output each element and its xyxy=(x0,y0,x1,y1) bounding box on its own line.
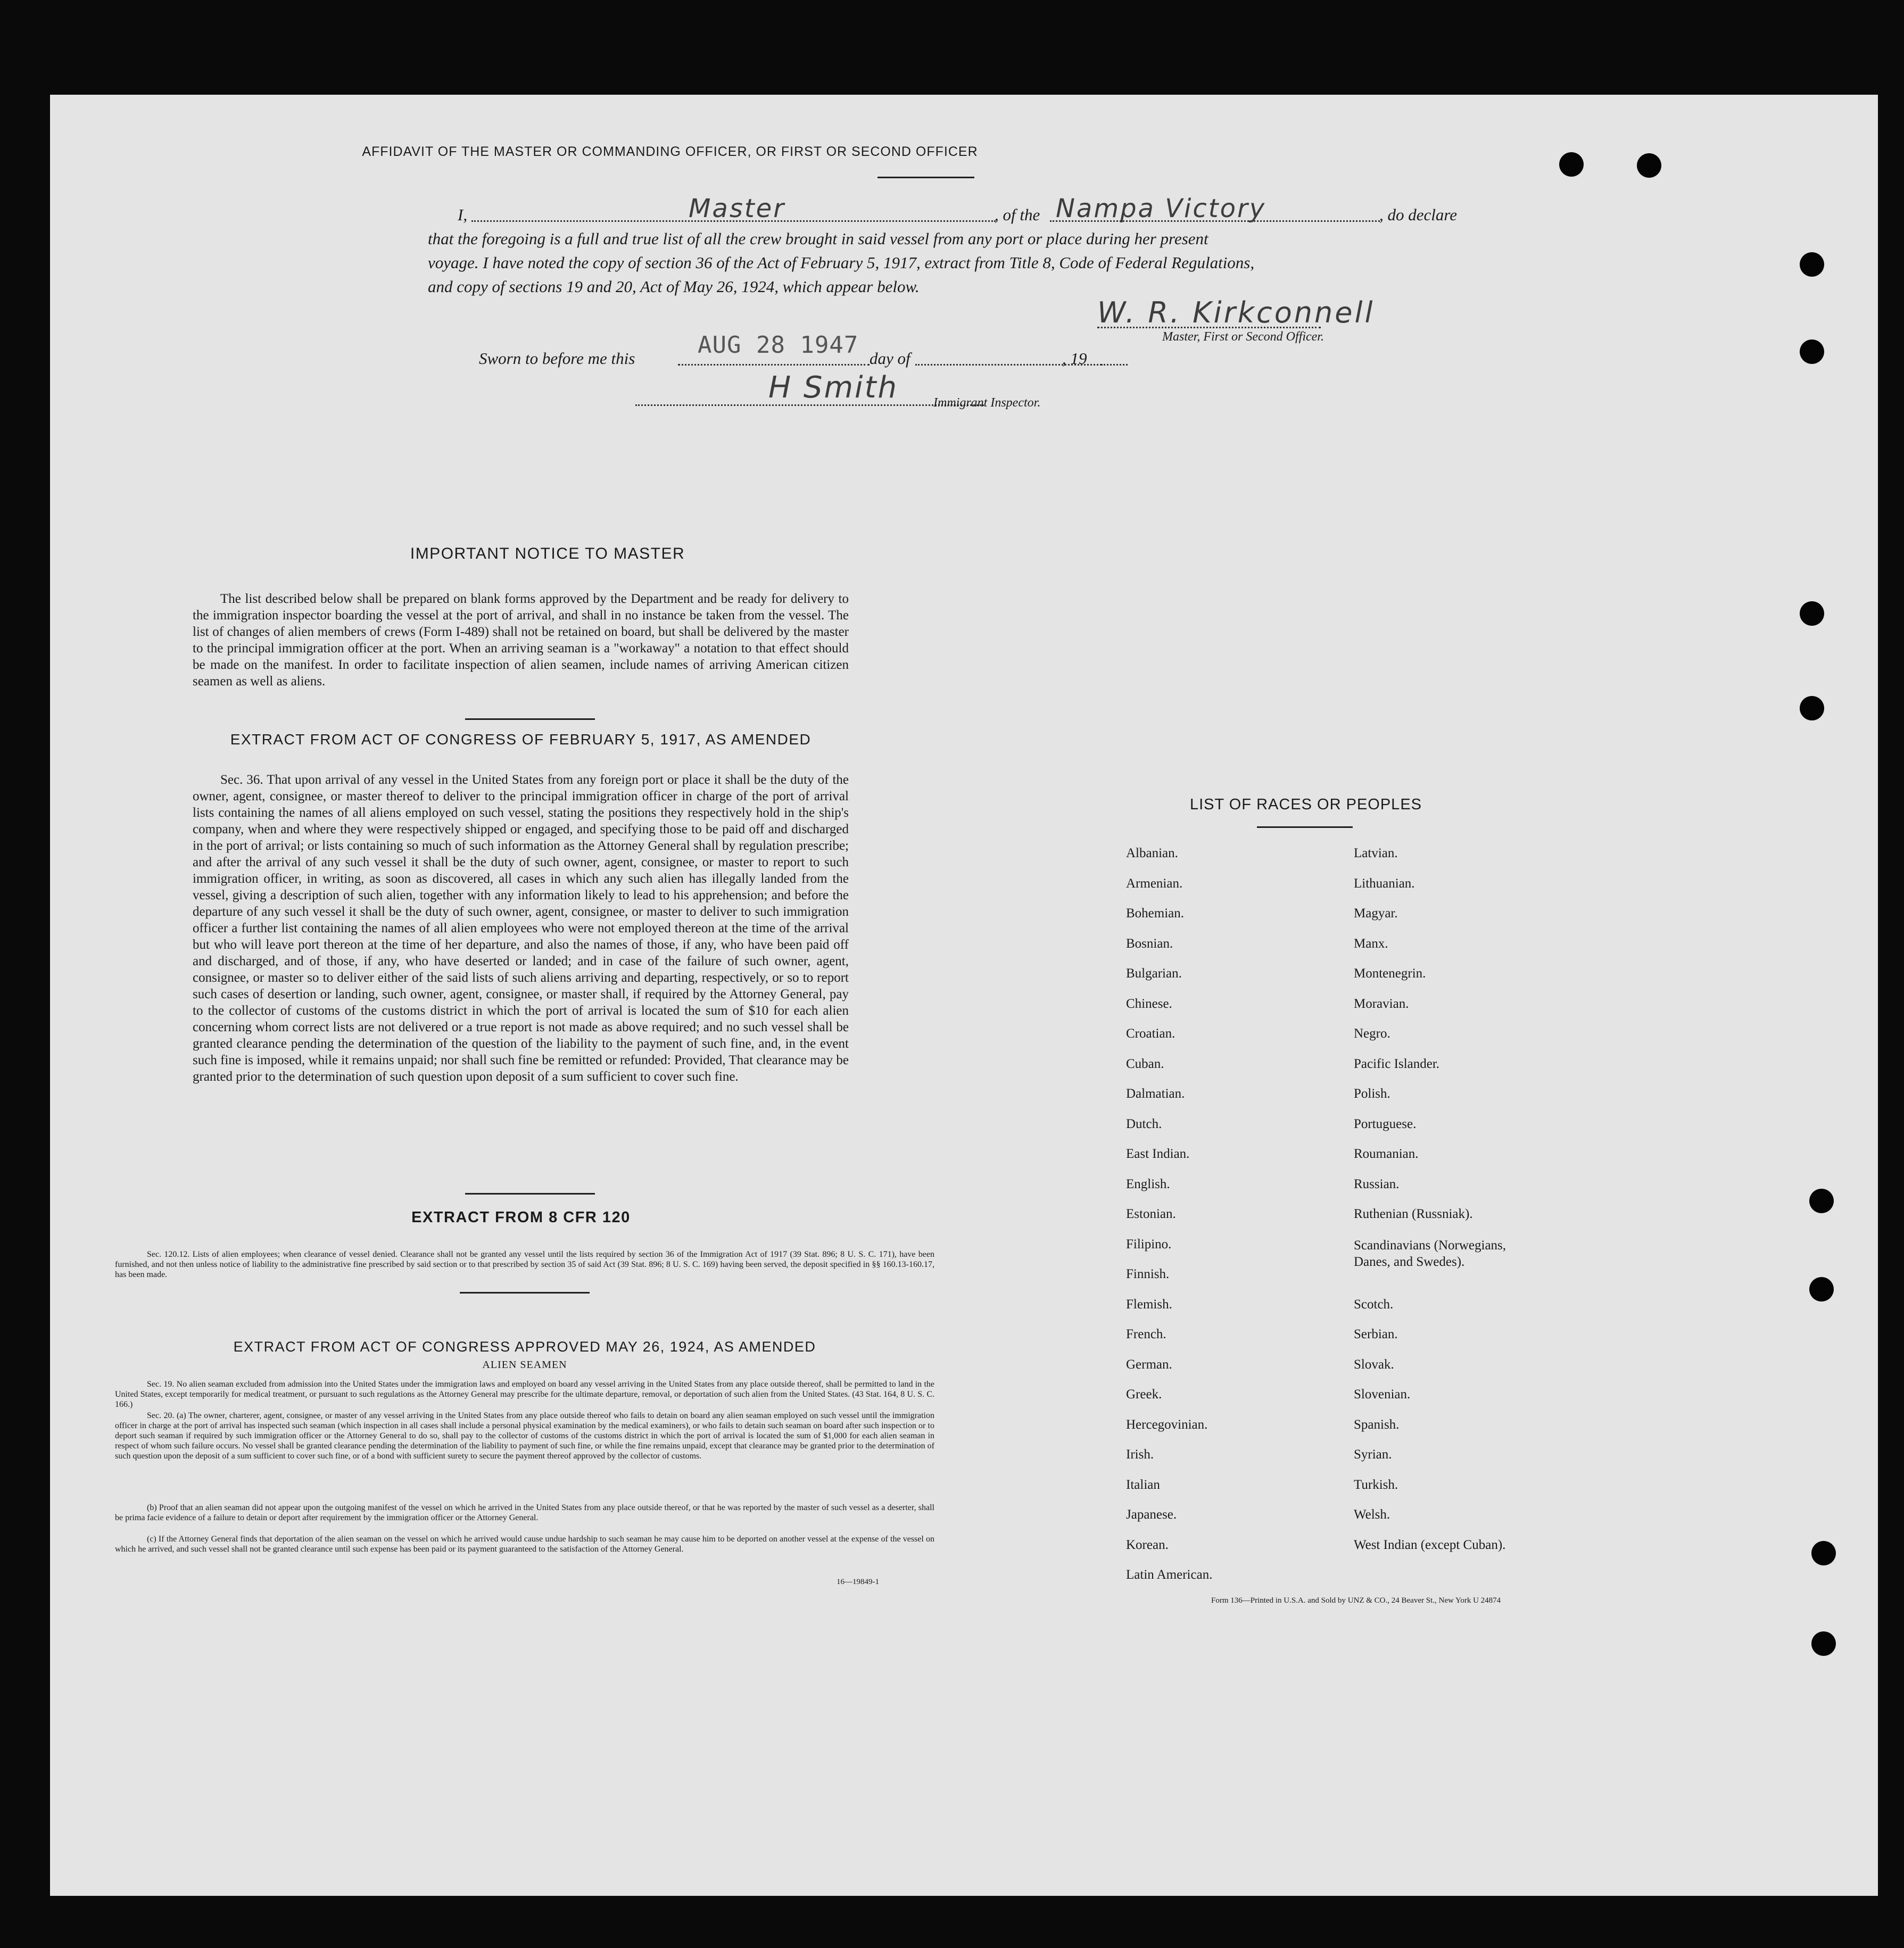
binder-hole xyxy=(1800,601,1824,626)
race-item: Montenegrin. xyxy=(1354,966,1426,981)
race-item: Slovak. xyxy=(1354,1357,1394,1372)
race-item: East Indian. xyxy=(1126,1147,1190,1161)
extract-1917-rule xyxy=(465,1193,595,1195)
race-item: Albanian. xyxy=(1126,846,1178,860)
cfr-rule xyxy=(460,1292,590,1294)
race-item: Cuban. xyxy=(1126,1056,1164,1071)
date-stamp: AUG 28 1947 xyxy=(698,331,859,359)
sworn-label: Sworn to before me this xyxy=(479,349,635,368)
race-item: Bohemian. xyxy=(1126,906,1185,921)
race-item: Syrian. xyxy=(1354,1447,1392,1462)
races-heading: LIST OF RACES OR PEOPLES xyxy=(1189,796,1422,813)
notice-heading: IMPORTANT NOTICE TO MASTER xyxy=(410,545,685,562)
race-item: West Indian (except Cuban). xyxy=(1354,1537,1506,1552)
race-item: Turkish. xyxy=(1354,1477,1398,1492)
binder-hole xyxy=(1637,153,1661,178)
race-item: Filipino. xyxy=(1126,1237,1172,1251)
notice-rule xyxy=(465,718,595,720)
vessel-name-handwritten: Nampa Victory xyxy=(1056,194,1266,223)
race-item: Flemish. xyxy=(1126,1297,1172,1312)
race-item: Spanish. xyxy=(1354,1417,1400,1432)
race-item: Portuguese. xyxy=(1354,1116,1417,1131)
race-item: Serbian. xyxy=(1354,1327,1398,1341)
race-item: Italian xyxy=(1126,1477,1160,1492)
year-label: , 19 xyxy=(1062,349,1087,368)
sworn-date-line xyxy=(678,364,870,366)
race-item: Bulgarian. xyxy=(1126,966,1182,981)
cfr-text: Sec. 120.12. Lists of alien employees; when clearance of vessel denied. Clearance shall not be granted any vessel until the lists required by section 36 of the Immigration Act of 1917 (39 Stat. 896; 8 U. S. C. 171), have been furnished, and not then unless notice of liability to the administrative fine prescribed by said section or to that prescribed by section 35 of said Act (39 Stat. 896; 8 U. S. C. 169) having been served, the deposit specified in §§ 160.13-160.17, has been made. xyxy=(115,1250,934,1279)
race-item: Greek. xyxy=(1126,1387,1162,1402)
binder-hole xyxy=(1800,252,1824,277)
extract-1924-subheading: ALIEN SEAMEN xyxy=(482,1359,567,1371)
extract-1924-sec19: Sec. 19. No alien seaman excluded from admission into the United States under the immigration laws and employed on board any vessel arriving in the United States from any place outside thereof, shall be permitted to land in the United States, except temporarily for medical treatment, or pursuant to such regulations as the Attorney General may prescribe for the ultimate departure, removal, or deportation of such alien from the United States. (43 Stat. 164, 8 U. S. C. 166.) xyxy=(115,1380,934,1409)
race-item: Roumanian. xyxy=(1354,1147,1419,1161)
i-label: I, xyxy=(458,205,468,224)
master-handwritten: Master xyxy=(689,194,785,223)
binder-hole xyxy=(1800,339,1824,364)
races-rule xyxy=(1257,826,1353,828)
race-item: Chinese. xyxy=(1126,996,1172,1011)
printer-footer: Form 136—Printed in U.S.A. and Sold by UNZ & CO., 24 Beaver St., New York U 24874 xyxy=(1211,1596,1501,1605)
race-item: Estonian. xyxy=(1126,1207,1176,1221)
race-item: Dutch. xyxy=(1126,1116,1162,1131)
race-item: Pacific Islander. xyxy=(1354,1056,1440,1071)
race-item: Lithuanian. xyxy=(1354,876,1415,891)
year-line xyxy=(1101,364,1128,366)
race-item: Negro. xyxy=(1354,1026,1390,1041)
binder-hole xyxy=(1809,1189,1834,1213)
inspector-signature: H Smith xyxy=(768,370,899,405)
affidavit-line-4: and copy of sections 19 and 20, Act of May 26, 1924, which appear below. xyxy=(428,277,920,296)
race-item: Moravian. xyxy=(1354,996,1409,1011)
extract-1924-sec20a: Sec. 20. (a) The owner, charterer, agent, consignee, or master of any vessel arriving in the United States from any place outside thereof who fails to detain on board any alien seaman employed on such vessel until the immigration officer in charge at the port of arrival has inspected such seaman (which inspection in all cases shall include a personal physical examination by the medical examiners), or who fails to detain such seaman on board after such inspection or to deport such seaman if required by such immigration officer or the Attorney General to do so, shall pay to the collector of customs of the customs district in which the port of arrival is located the sum of $1,000 for each alien seaman in respect of whom such failure occurs. No vessel shall be granted clearance pending the determination of the liability to payment of such fine, or while the fine remains unpaid, except that clearance may be granted prior to the determination of such question upon the deposit of a sum sufficient to cover such fine, or of a bond with sufficient surety to secure the payment thereof approved by the collector of customs. xyxy=(115,1411,934,1461)
cfr-heading: EXTRACT FROM 8 CFR 120 xyxy=(411,1209,631,1226)
race-item: Croatian. xyxy=(1126,1026,1175,1041)
binder-hole xyxy=(1559,152,1584,177)
master-signature: W. R. Kirkconnell xyxy=(1097,296,1375,329)
extract-1917-heading: EXTRACT FROM ACT OF CONGRESS OF FEBRUARY 5, 1917, AS AMENDED xyxy=(230,731,812,748)
binder-hole xyxy=(1800,696,1824,720)
race-item: Ruthenian (Russniak). xyxy=(1354,1207,1473,1221)
race-item: German. xyxy=(1126,1357,1172,1372)
race-item: Hercegovinian. xyxy=(1126,1417,1208,1432)
extract-1917-text: Sec. 36. That upon arrival of any vessel in the United States from any foreign port or place it shall be the duty of the owner, agent, consignee, or master thereof to deliver to the principal immigration officer in charge of the port of arrival lists containing the names of all aliens employed on such vessel, stating the positions they respectively hold in the ship's company, when and where they were respectively shipped or engaged, and specifying those to be paid off and discharged in the port of arrival; or lists containing so much of such information as the Attorney General shall by regulation prescribe; and after the arrival of any such vessel it shall be the duty of such owner, agent, consignee, or master to report to such immigration officer, in writing, as soon as discovered, all cases in which any such alien has illegally landed from the vessel, giving a description of such alien, together with any information likely to lead to his apprehension; and before the departure of any such vessel it shall be the duty of such owner, agent, consignee, or master to deliver to such immigration officer a further list containing the names of all alien employees who were not employed thereon at the time of the arrival but who will leave port thereon at the time of her departure, and also the names of those, if any, who have been paid off and discharged, and of those, if any, who have deserted or landed; and in case of the failure of such owner, agent, consignee, or master so to deliver either of the said lists of such aliens arriving and departing, respectively, or so to report such cases of desertion or landing, such owner, agent, consignee, or master shall, if required by the Attorney General, pay to the collector of customs of the customs district in which the port of arrival is located the sum of $10 for each alien concerning whom correct lists are not delivered or a true report is not made as above required; and no such vessel shall be granted clearance pending the determination of the question of the liability to the payment of such fine, and, in the event such fine is imposed, while it remains unpaid; nor shall such fine be remitted or refunded: Provided, That clearance may be granted prior to the determination of such question upon deposit of a sum sufficient to cover such fine. xyxy=(193,773,849,1084)
race-item: Irish. xyxy=(1126,1447,1154,1462)
affidavit-line-2: that the foregoing is a full and true list of all the crew brought in said vessel from any port or place during her present xyxy=(428,229,1208,248)
do-declare-label: , do declare xyxy=(1379,205,1458,224)
race-item: Bosnian. xyxy=(1126,936,1173,951)
race-item: English. xyxy=(1126,1176,1170,1191)
extract-1924-heading: EXTRACT FROM ACT OF CONGRESS APPROVED MAY 26, 1924, AS AMENDED xyxy=(233,1339,816,1355)
race-item: Latin American. xyxy=(1126,1568,1213,1582)
race-item: Japanese. xyxy=(1126,1507,1177,1522)
of-the-label: , of the xyxy=(995,205,1040,224)
extract-1924-sec20c: (c) If the Attorney General finds that deportation of the alien seaman on the vessel on which he arrived would cause undue hardship to such seaman he may cause him to be deported on another vessel at the expense of the vessel on which he arrived, and such vessel shall not be granted clearance until such expense has been paid or its payment guaranteed to the satisfaction of the Attorney General. xyxy=(115,1535,934,1554)
race-item: Polish. xyxy=(1354,1087,1390,1101)
extract-1924-sec20b: (b) Proof that an alien seaman did not appear upon the outgoing manifest of the vessel on which he arrived in the United States from any place outside thereof, or that he was reported by the master of such vessel as a deserter, shall be prima facie evidence of a failure to detain or deport after requirement by the immigration officer or the Attorney General. xyxy=(115,1503,934,1522)
race-item: Finnish. xyxy=(1126,1267,1170,1281)
binder-hole xyxy=(1809,1277,1834,1302)
document-sheet xyxy=(50,95,1878,1896)
race-item: Korean. xyxy=(1126,1537,1169,1552)
race-item: Latvian. xyxy=(1354,846,1398,860)
signature-line xyxy=(1097,327,1321,328)
race-item: Dalmatian. xyxy=(1126,1087,1185,1101)
race-item: Scandinavians (Norwegians, Danes, and Swedes). xyxy=(1354,1238,1506,1269)
binder-hole xyxy=(1811,1631,1836,1656)
race-item: Scotch. xyxy=(1354,1297,1394,1312)
affidavit-title: AFFIDAVIT OF THE MASTER OR COMMANDING OFFICER, OR FIRST OR SECOND OFFICER xyxy=(362,144,978,159)
race-item: Russian. xyxy=(1354,1176,1400,1191)
race-item: Magyar. xyxy=(1354,906,1398,921)
form-number: 16—19849-1 xyxy=(837,1578,879,1586)
title-rule xyxy=(878,177,974,178)
race-item: Slovenian. xyxy=(1354,1387,1411,1402)
signer-label: Master, First or Second Officer. xyxy=(1162,330,1324,344)
binder-hole xyxy=(1811,1541,1836,1565)
race-item: Welsh. xyxy=(1354,1507,1390,1522)
race-item: French. xyxy=(1126,1327,1166,1341)
affidavit-line-3: voyage. I have noted the copy of section 36 of the Act of February 5, 1917, extract from Title 8, Code of Federal Regulations, xyxy=(428,253,1255,272)
notice-text: The list described below shall be prepared on blank forms approved by the Department and be ready for delivery to the immigration inspector boarding the vessel at the port of arrival, and shall in no instance be taken from the vessel. The list of changes of alien members of crews (Form I-489) shall not be retained on board, but shall be delivered by the master to the principal immigration officer at the port. When an arriving seaman is a "workaway" a notation to that effect should be made on the manifest. In order to facilitate inspection of alien seamen, include names of arriving American citizen seamen as well as aliens. xyxy=(193,592,849,689)
race-item: Armenian. xyxy=(1126,876,1183,891)
day-of-label: day of xyxy=(870,349,910,368)
race-item: Manx. xyxy=(1354,936,1388,951)
inspector-label: Immigrant Inspector. xyxy=(933,396,1041,410)
